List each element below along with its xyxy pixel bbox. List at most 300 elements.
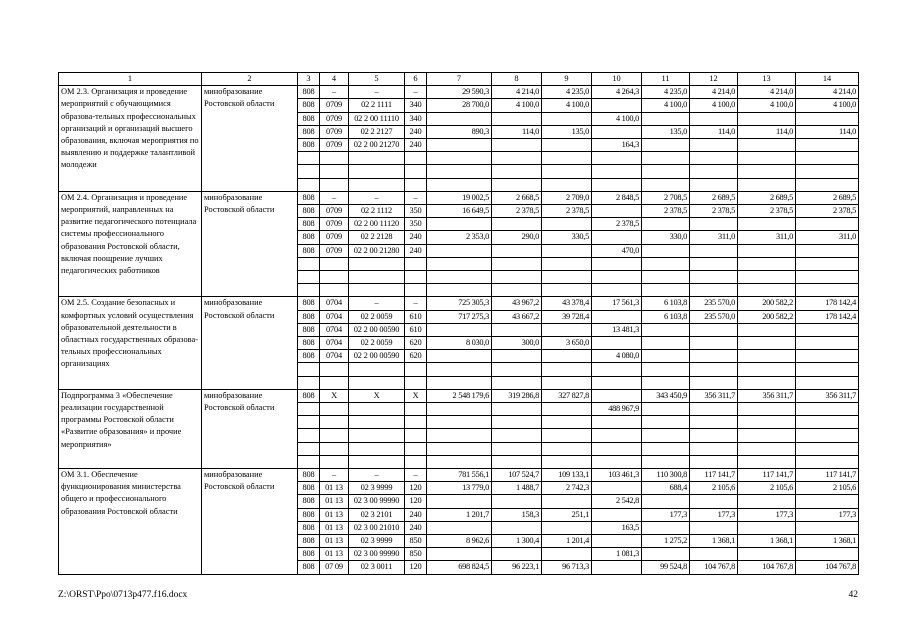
cell-col-12: [690, 244, 738, 257]
cell-col-6: [405, 257, 427, 270]
cell-col-5: [349, 178, 405, 191]
column-number-11: 11: [642, 73, 690, 86]
cell-col-12: [690, 416, 738, 429]
cell-col-12: [690, 350, 738, 363]
table-row: [59, 191, 859, 204]
cell-col-12: [690, 376, 738, 389]
cell-col-11: [642, 178, 690, 191]
cell-col-6: –: [405, 191, 427, 204]
cell-col-10: [592, 310, 642, 323]
cell-col-7: [427, 455, 492, 468]
cell-col-6: 350: [405, 204, 427, 217]
cell-col-9: [542, 178, 592, 191]
cell-col-12: [690, 284, 738, 297]
cell-col-14: 177,3: [796, 508, 859, 521]
cell-col-7: [427, 178, 492, 191]
cell-col-3: 808: [298, 191, 320, 204]
cell-col-6: 240: [405, 125, 427, 138]
cell-col-10: 17 561,3: [592, 297, 642, 310]
column-number-2: 2: [202, 73, 298, 86]
column-number-6: 6: [405, 73, 427, 86]
cell-col-3: 808: [298, 139, 320, 152]
cell-col-11: [642, 416, 690, 429]
cell-col-5: 02 2 1111: [349, 99, 405, 112]
cell-col-8: [492, 350, 542, 363]
cell-col-13: [738, 363, 796, 376]
cell-col-8: 107 524,7: [492, 468, 542, 481]
cell-col-14: [796, 336, 859, 349]
cell-col-9: 96 713,3: [542, 561, 592, 574]
cell-col-11: 6 103,8: [642, 310, 690, 323]
cell-col-5: 02 2 00 11110: [349, 112, 405, 125]
cell-col-8: [492, 112, 542, 125]
cell-col-4: [320, 270, 349, 283]
column-number-7: 7: [427, 73, 492, 86]
cell-col-4: –: [320, 468, 349, 481]
cell-col-4: 0704: [320, 336, 349, 349]
cell-col-3: 808: [298, 86, 320, 99]
cell-col-10: [592, 534, 642, 547]
cell-col-7: [427, 402, 492, 415]
cell-col-4: 0709: [320, 112, 349, 125]
cell-col-3: [298, 270, 320, 283]
cell-col-14: [796, 416, 859, 429]
cell-col-5: 02 2 00 00590: [349, 350, 405, 363]
cell-col-5: –: [349, 468, 405, 481]
cell-col-12: [690, 178, 738, 191]
responsible-executor: минобразование Ростовской области: [202, 191, 298, 297]
cell-col-5: 02 3 00 99990: [349, 495, 405, 508]
cell-col-10: [592, 376, 642, 389]
cell-col-4: 0704: [320, 350, 349, 363]
cell-col-7: 890,3: [427, 125, 492, 138]
cell-col-8: 43 667,2: [492, 310, 542, 323]
cell-col-13: 117 141,7: [738, 468, 796, 481]
cell-col-11: 6 103,8: [642, 297, 690, 310]
cell-col-7: [427, 495, 492, 508]
cell-col-11: 4 100,0: [642, 99, 690, 112]
cell-col-9: [542, 257, 592, 270]
cell-col-4: 0704: [320, 310, 349, 323]
cell-col-12: [690, 363, 738, 376]
cell-col-7: 2 548 179,6: [427, 389, 492, 402]
cell-col-10: [592, 204, 642, 217]
cell-col-3: 808: [298, 468, 320, 481]
cell-col-14: 114,0: [796, 125, 859, 138]
cell-col-13: [738, 165, 796, 178]
cell-col-13: [738, 244, 796, 257]
footer-file-path: Z:\ORST\Ppo\0713p477.f16.docx: [58, 590, 188, 600]
cell-col-10: [592, 389, 642, 402]
cell-col-13: [738, 495, 796, 508]
cell-col-14: 2 689,5: [796, 191, 859, 204]
cell-col-10: 1 081,3: [592, 548, 642, 561]
cell-col-12: 2 378,5: [690, 204, 738, 217]
cell-col-12: 2 105,6: [690, 482, 738, 495]
cell-col-8: [492, 257, 542, 270]
cell-col-10: [592, 231, 642, 244]
cell-col-7: 781 556,1: [427, 468, 492, 481]
cell-col-14: [796, 521, 859, 534]
cell-col-12: 117 141,7: [690, 468, 738, 481]
cell-col-10: 2 848,5: [592, 191, 642, 204]
cell-col-9: [542, 139, 592, 152]
cell-col-4: 0709: [320, 231, 349, 244]
cell-col-13: 311,0: [738, 231, 796, 244]
cell-col-12: [690, 323, 738, 336]
cell-col-14: [796, 350, 859, 363]
cell-col-7: 16 649,5: [427, 204, 492, 217]
cell-col-8: 1 488,7: [492, 482, 542, 495]
cell-col-7: 725 305,3: [427, 297, 492, 310]
cell-col-7: [427, 521, 492, 534]
cell-col-7: 717 275,3: [427, 310, 492, 323]
cell-col-5: 02 2 2127: [349, 125, 405, 138]
cell-col-8: [492, 495, 542, 508]
cell-col-13: 2 689,5: [738, 191, 796, 204]
cell-col-8: 96 223,1: [492, 561, 542, 574]
cell-col-12: [690, 112, 738, 125]
cell-col-4: 01 13: [320, 521, 349, 534]
cell-col-13: [738, 548, 796, 561]
cell-col-6: [405, 402, 427, 415]
cell-col-14: [796, 376, 859, 389]
cell-col-3: [298, 416, 320, 429]
cell-col-5: [349, 284, 405, 297]
cell-col-6: [405, 284, 427, 297]
cell-col-10: 2 378,5: [592, 218, 642, 231]
cell-col-4: [320, 402, 349, 415]
cell-col-12: 4 214,0: [690, 86, 738, 99]
cell-col-9: 4 100,0: [542, 99, 592, 112]
cell-col-4: [320, 165, 349, 178]
cell-col-4: 0709: [320, 139, 349, 152]
cell-col-11: [642, 363, 690, 376]
cell-col-10: 4 264,3: [592, 86, 642, 99]
cell-col-9: [542, 442, 592, 455]
cell-col-3: 808: [298, 389, 320, 402]
cell-col-13: 2 378,5: [738, 204, 796, 217]
cell-col-3: [298, 284, 320, 297]
cell-col-10: 164,3: [592, 139, 642, 152]
cell-col-6: 350: [405, 218, 427, 231]
cell-col-4: 01 13: [320, 482, 349, 495]
table-row: [59, 389, 859, 402]
cell-col-8: 4 214,0: [492, 86, 542, 99]
cell-col-14: [796, 218, 859, 231]
cell-col-11: [642, 495, 690, 508]
cell-col-7: [427, 284, 492, 297]
cell-col-4: [320, 429, 349, 442]
cell-col-6: [405, 178, 427, 191]
cell-col-8: [492, 429, 542, 442]
cell-col-10: [592, 482, 642, 495]
cell-col-7: [427, 350, 492, 363]
cell-col-13: [738, 402, 796, 415]
cell-col-10: [592, 257, 642, 270]
cell-col-11: 2 378,5: [642, 204, 690, 217]
cell-col-6: –: [405, 468, 427, 481]
cell-col-8: 1 300,4: [492, 534, 542, 547]
cell-col-8: [492, 139, 542, 152]
cell-col-9: [542, 284, 592, 297]
cell-col-13: 4 100,0: [738, 99, 796, 112]
cell-col-8: [492, 548, 542, 561]
cell-col-6: 340: [405, 99, 427, 112]
cell-col-5: [349, 152, 405, 165]
cell-col-14: [796, 244, 859, 257]
cell-col-4: –: [320, 86, 349, 99]
cell-col-5: 02 2 0059: [349, 336, 405, 349]
cell-col-8: [492, 165, 542, 178]
cell-col-8: 2 668,5: [492, 191, 542, 204]
cell-col-12: 2 689,5: [690, 191, 738, 204]
cell-col-4: [320, 376, 349, 389]
cell-col-9: 43 378,4: [542, 297, 592, 310]
cell-col-5: [349, 376, 405, 389]
cell-col-5: –: [349, 191, 405, 204]
cell-col-3: 808: [298, 244, 320, 257]
column-number-4: 4: [320, 73, 349, 86]
cell-col-14: [796, 152, 859, 165]
cell-col-8: [492, 455, 542, 468]
cell-col-6: 850: [405, 534, 427, 547]
cell-col-14: 311,0: [796, 231, 859, 244]
cell-col-6: Х: [405, 389, 427, 402]
cell-col-9: [542, 376, 592, 389]
column-number-1: 1: [59, 73, 202, 86]
cell-col-11: [642, 244, 690, 257]
page-number: 42: [848, 590, 858, 600]
cell-col-11: 330,0: [642, 231, 690, 244]
cell-col-10: [592, 165, 642, 178]
cell-col-4: 01 13: [320, 508, 349, 521]
cell-col-13: 104 767,8: [738, 561, 796, 574]
column-number-3: 3: [298, 73, 320, 86]
cell-col-12: [690, 336, 738, 349]
cell-col-3: 808: [298, 482, 320, 495]
cell-col-4: 0709: [320, 125, 349, 138]
cell-col-11: 2 708,5: [642, 191, 690, 204]
cell-col-9: 39 728,4: [542, 310, 592, 323]
cell-col-5: 02 2 2128: [349, 231, 405, 244]
cell-col-10: [592, 125, 642, 138]
cell-col-7: [427, 165, 492, 178]
cell-col-9: [542, 416, 592, 429]
cell-col-7: [427, 323, 492, 336]
cell-col-5: 02 2 00 00590: [349, 323, 405, 336]
cell-col-6: [405, 429, 427, 442]
cell-col-3: 808: [298, 125, 320, 138]
cell-col-3: [298, 429, 320, 442]
cell-col-6: 240: [405, 231, 427, 244]
column-number-5: 5: [349, 73, 405, 86]
cell-col-5: 02 3 9999: [349, 534, 405, 547]
cell-col-6: [405, 363, 427, 376]
cell-col-7: [427, 429, 492, 442]
cell-col-13: [738, 336, 796, 349]
cell-col-13: 1 368,1: [738, 534, 796, 547]
cell-col-6: 120: [405, 482, 427, 495]
cell-col-5: [349, 270, 405, 283]
cell-col-9: [542, 165, 592, 178]
cell-col-14: [796, 165, 859, 178]
cell-col-10: [592, 284, 642, 297]
cell-col-3: 808: [298, 561, 320, 574]
cell-col-13: 4 214,0: [738, 86, 796, 99]
cell-col-3: 808: [298, 231, 320, 244]
cell-col-5: 02 3 2101: [349, 508, 405, 521]
cell-col-5: 02 2 1112: [349, 204, 405, 217]
cell-col-14: [796, 363, 859, 376]
cell-col-7: 19 002,5: [427, 191, 492, 204]
cell-col-12: 311,0: [690, 231, 738, 244]
cell-col-9: [542, 521, 592, 534]
cell-col-11: [642, 218, 690, 231]
cell-col-14: 1 368,1: [796, 534, 859, 547]
cell-col-4: [320, 178, 349, 191]
responsible-executor: минобразование Ростовской области: [202, 86, 298, 192]
cell-col-8: [492, 402, 542, 415]
cell-col-6: [405, 165, 427, 178]
cell-col-11: [642, 376, 690, 389]
cell-col-3: [298, 363, 320, 376]
cell-col-6: –: [405, 86, 427, 99]
cell-col-12: 4 100,0: [690, 99, 738, 112]
cell-col-8: [492, 442, 542, 455]
cell-col-4: 0709: [320, 218, 349, 231]
cell-col-9: [542, 244, 592, 257]
cell-col-9: 1 201,4: [542, 534, 592, 547]
cell-col-12: [690, 257, 738, 270]
cell-col-11: [642, 323, 690, 336]
column-number-9: 9: [542, 73, 592, 86]
cell-col-12: [690, 442, 738, 455]
cell-col-6: 620: [405, 336, 427, 349]
cell-col-9: 2 378,5: [542, 204, 592, 217]
cell-col-14: [796, 139, 859, 152]
cell-col-13: 114,0: [738, 125, 796, 138]
cell-col-9: 327 827,8: [542, 389, 592, 402]
cell-col-7: [427, 139, 492, 152]
cell-col-4: 0704: [320, 323, 349, 336]
cell-col-3: [298, 152, 320, 165]
cell-col-3: [298, 178, 320, 191]
program-name: ОМ 3.1. Обеспечение функционирования министерства общего и профессионального образования Ростовской области: [59, 468, 202, 574]
cell-col-13: [738, 323, 796, 336]
cell-col-3: 808: [298, 112, 320, 125]
cell-col-14: 178 142,4: [796, 297, 859, 310]
cell-col-5: 02 3 0011: [349, 561, 405, 574]
cell-col-14: 2 105,6: [796, 482, 859, 495]
cell-col-5: Х: [349, 389, 405, 402]
cell-col-14: [796, 429, 859, 442]
program-name: ОМ 2.4. Организация и проведение мероприятий, направленных на развитие педагогического потенциала системы профессионального образования Ростовской области, включая поощрение лучших педагогических работников: [59, 191, 202, 297]
program-name: Подпрограмма 3 «Обеспечение реализации государственной программы Ростовской области «Развитие образования» и прочие мероприятия»: [59, 389, 202, 468]
column-numbers-row: [59, 73, 859, 86]
cell-col-3: 808: [298, 218, 320, 231]
cell-col-13: [738, 521, 796, 534]
cell-col-14: [796, 284, 859, 297]
cell-col-12: 104 767,8: [690, 561, 738, 574]
cell-col-13: 356 311,7: [738, 389, 796, 402]
cell-col-12: 235 570,0: [690, 310, 738, 323]
cell-col-13: [738, 178, 796, 191]
cell-col-7: [427, 363, 492, 376]
cell-col-5: [349, 165, 405, 178]
cell-col-14: [796, 112, 859, 125]
cell-col-6: 610: [405, 310, 427, 323]
cell-col-10: [592, 455, 642, 468]
cell-col-13: [738, 416, 796, 429]
cell-col-5: [349, 442, 405, 455]
cell-col-5: [349, 455, 405, 468]
cell-col-11: [642, 152, 690, 165]
cell-col-12: [690, 139, 738, 152]
cell-col-8: 4 100,0: [492, 99, 542, 112]
cell-col-3: 808: [298, 323, 320, 336]
cell-col-4: 01 13: [320, 548, 349, 561]
cell-col-7: [427, 152, 492, 165]
cell-col-12: [690, 270, 738, 283]
cell-col-6: [405, 270, 427, 283]
cell-col-8: [492, 218, 542, 231]
cell-col-5: [349, 416, 405, 429]
cell-col-7: 8 030,0: [427, 336, 492, 349]
cell-col-4: 07 09: [320, 561, 349, 574]
cell-col-3: 808: [298, 310, 320, 323]
cell-col-7: 29 590,3: [427, 86, 492, 99]
cell-col-9: [542, 323, 592, 336]
responsible-executor: минобразование Ростовской области: [202, 468, 298, 574]
cell-col-14: 4 100,0: [796, 99, 859, 112]
cell-col-11: [642, 521, 690, 534]
cell-col-5: 02 3 00 21010: [349, 521, 405, 534]
cell-col-11: 110 300,8: [642, 468, 690, 481]
cell-col-12: [690, 455, 738, 468]
cell-col-14: 178 142,4: [796, 310, 859, 323]
cell-col-10: 4 080,0: [592, 350, 642, 363]
program-name: ОМ 2.5. Создание безопасных и комфортных условий осуществления образовательной деятельности в областных государственных образова-тельных профессиональных организациях: [59, 297, 202, 389]
cell-col-4: [320, 152, 349, 165]
cell-col-11: [642, 270, 690, 283]
cell-col-13: [738, 429, 796, 442]
cell-col-11: [642, 284, 690, 297]
cell-col-8: [492, 416, 542, 429]
cell-col-6: [405, 152, 427, 165]
cell-col-14: [796, 402, 859, 415]
cell-col-7: [427, 442, 492, 455]
cell-col-8: 319 286,8: [492, 389, 542, 402]
cell-col-6: 240: [405, 521, 427, 534]
cell-col-6: [405, 376, 427, 389]
cell-col-10: [592, 178, 642, 191]
cell-col-10: [592, 561, 642, 574]
cell-col-12: [690, 152, 738, 165]
cell-col-5: –: [349, 86, 405, 99]
cell-col-6: 620: [405, 350, 427, 363]
cell-col-5: [349, 257, 405, 270]
cell-col-10: [592, 429, 642, 442]
cell-col-9: [542, 363, 592, 376]
cell-col-13: [738, 284, 796, 297]
cell-col-5: [349, 363, 405, 376]
cell-col-12: [690, 218, 738, 231]
cell-col-3: 808: [298, 336, 320, 349]
cell-col-10: 488 967,9: [592, 402, 642, 415]
cell-col-4: 0709: [320, 204, 349, 217]
cell-col-8: [492, 284, 542, 297]
